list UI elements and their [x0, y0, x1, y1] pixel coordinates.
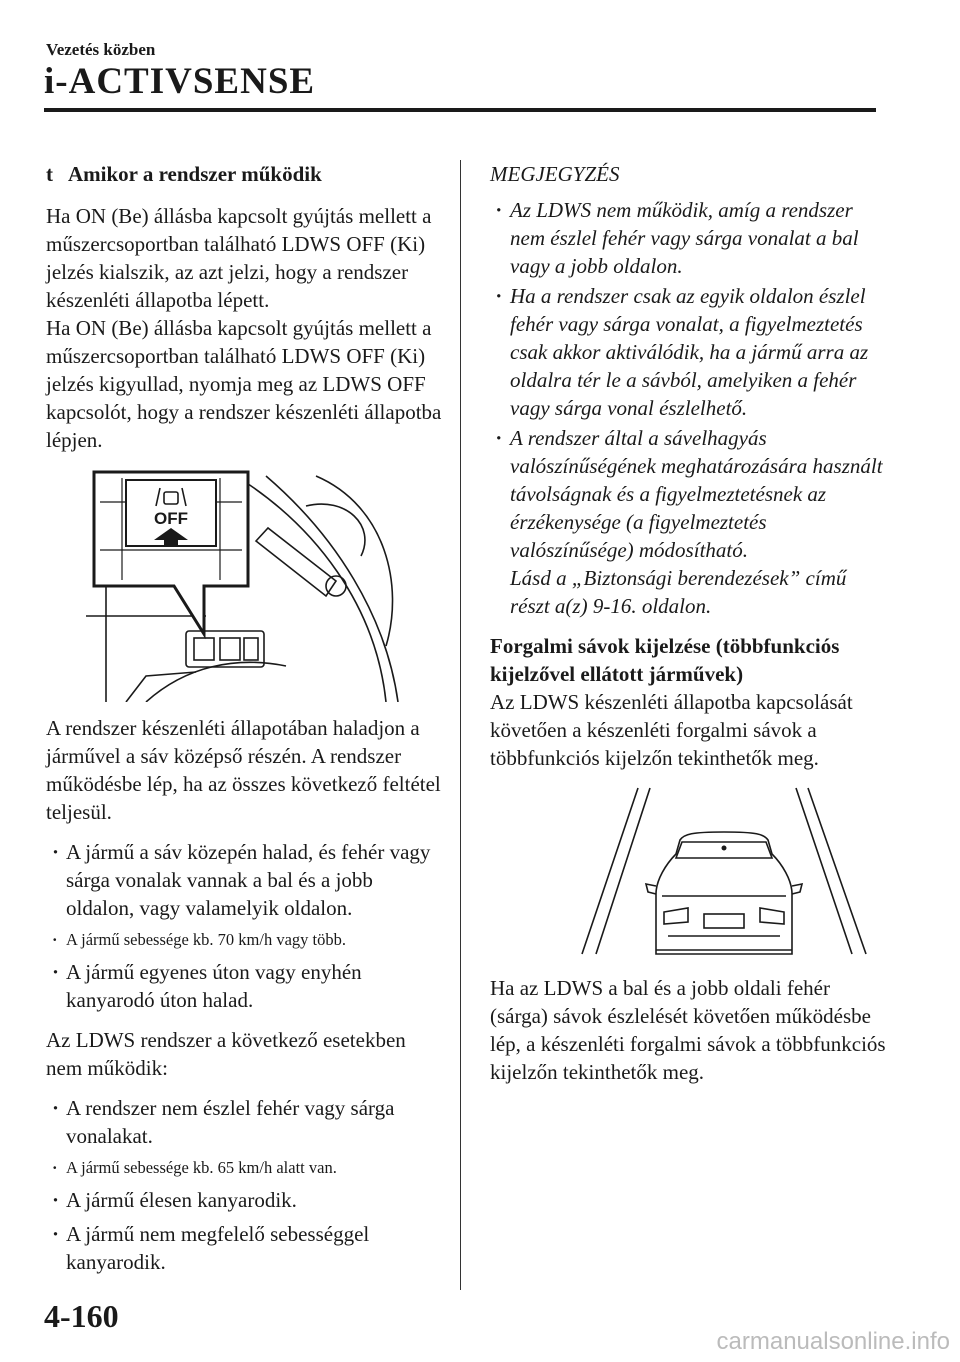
list-item: · A jármű a sáv közepén halad, és fehér vagy sárga vonalak vannak a bal és a jobb oldalon, vagy valamelyik oldalon. [46, 838, 446, 922]
list-item: · A jármű sebessége kb. 65 km/h alatt van. [46, 1156, 446, 1180]
column-divider [460, 160, 461, 1290]
paragraph: Az LDWS készenléti állapotba kapcsolását követően a készenléti forgalmi sávok a többfunkciós kijelzőn tekinthetők meg. [490, 690, 853, 770]
off-label: OFF [154, 509, 188, 528]
paragraph: A rendszer készenléti állapotában haladjon a járművel a sáv középső részén. A rendszer működésbe lép, ha az összes következő feltétel teljesül. [46, 716, 441, 824]
page-title: i-ACTIVSENSE [44, 61, 316, 102]
page-number: 4-160 [44, 1298, 119, 1334]
list-item: · A rendszer nem észlel fehér vagy sárga vonalakat. [46, 1094, 446, 1150]
left-column [46, 160, 446, 1282]
paragraph: Ha ON (Be) állásba kapcsolt gyújtás mellett a műszercsoportban található LDWS OFF (Ki) jelzés kigyullad, nyomja meg az LDWS OFF kapcsolót, hogy a rendszer készenléti állapotba lépjen. [46, 316, 442, 452]
list-item: · A jármű élesen kanyarodik. [46, 1186, 446, 1214]
list-item: · A jármű nem megfelelő sebességgel kanyarodik. [46, 1220, 446, 1276]
paragraph: Az LDWS rendszer a következő esetekben nem működik: [46, 1028, 406, 1080]
paragraph: Ha az LDWS a bal és a jobb oldali fehér (sárga) sávok észlelését követően működésbe lép, a készenléti forgalmi sávok a többfunkciós kijelzőn tekinthetők meg. [490, 976, 886, 1084]
header-section: Vezetés közben [46, 40, 156, 59]
paragraph: Ha ON (Be) állásba kapcsolt gyújtás mellett a műszercsoportban található LDWS OFF (Ki) jelzés kialszik, az azt jelzi, hogy a rendszer készenléti állapotba lépett. [46, 204, 432, 312]
note-item: · Ha a rendszer csak az egyik oldalon észlel fehér vagy sárga vonalat, a figyelmeztetés csak akkor aktiválódik, ha a jármű arra az oldalra tér le a sávból, amelyiken a fehér vagy sárga vonal észlelhető. [490, 282, 890, 422]
note-item: · Az LDWS nem működik, amíg a rendszer nem észlel fehér vagy sárga vonalat a bal vagy a jobb oldalon. [490, 196, 890, 280]
section-mark: t [46, 162, 53, 186]
cross-reference: Lásd a „Biztonsági berendezések” című részt a(z) 9-16. oldalon. [510, 566, 847, 618]
note-title: MEGJEGYZÉS [490, 162, 620, 186]
lane-display-illustration [576, 784, 876, 962]
note-item-text: A rendszer által a sávelhagyás valószínűségének meghatározására használt távolságnak és a figyelmeztetésnek az érzékenysége (a figyelmeztetés valószínűsége) módosítható. [510, 426, 883, 562]
right-column [490, 160, 890, 1098]
ldws-off-switch-illustration [86, 466, 404, 702]
section-title-text: Amikor a rendszer működik [68, 162, 322, 186]
subheading: Forgalmi sávok kijelzése (többfunkciós kijelzővel ellátott járművek) [490, 634, 840, 686]
note-item [490, 424, 890, 620]
header-rule [44, 108, 876, 112]
list-item: · A jármű sebessége kb. 70 km/h vagy több. [46, 928, 446, 952]
watermark: carmanualsonline.info [716, 1328, 950, 1355]
section-title [46, 160, 446, 188]
list-item: · A jármű egyenes úton vagy enyhén kanyarodó úton halad. [46, 958, 446, 1014]
note-box [490, 160, 890, 620]
